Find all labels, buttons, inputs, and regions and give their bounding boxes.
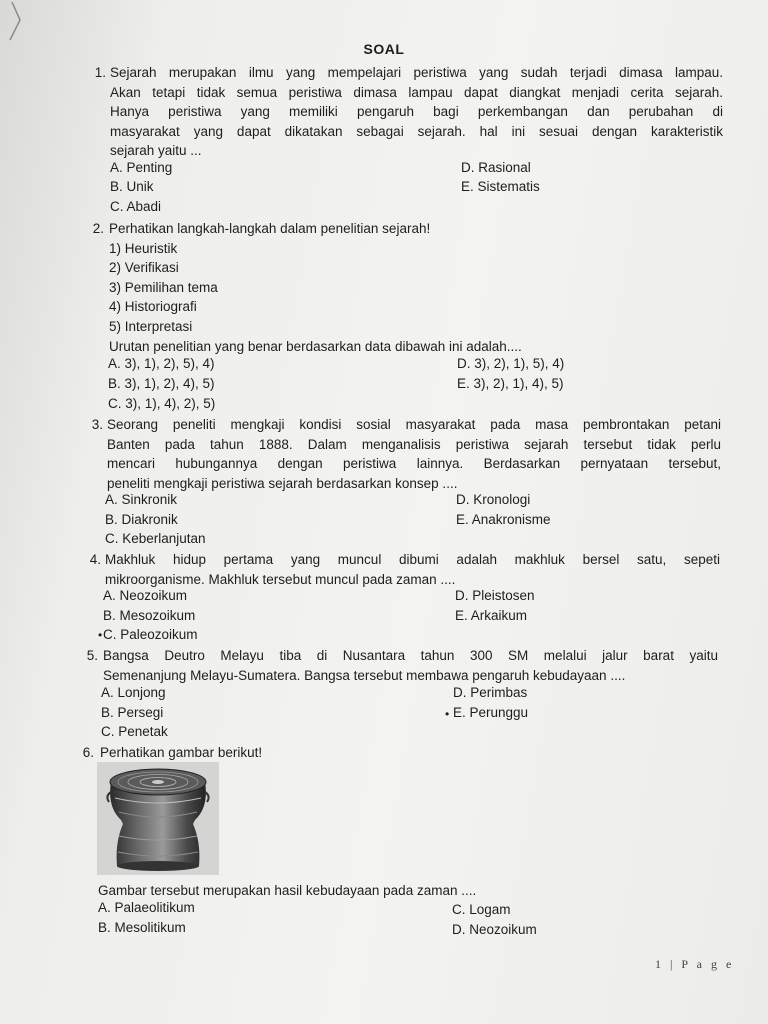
option-a: A. 3), 1), 2), 5), 4)	[108, 356, 215, 371]
option-b: B. Diakronik	[105, 512, 178, 527]
option-a: A. Neozoikum	[103, 588, 188, 603]
question-line: Gambar tersebut merupakan hasil kebudayaan pada zaman ....	[98, 883, 477, 898]
question-line: Bangsa Deutro Melayu tiba di Nusantara tahun 300 SM melalui jalur barat yaitu	[103, 648, 718, 663]
option-d: D. Perimbas	[453, 685, 528, 700]
step-item: 3) Pemilihan tema	[109, 279, 218, 295]
pencil-mark: •	[98, 628, 103, 642]
option-c: C. Keberlanjutan	[105, 531, 206, 546]
option-e: E. Perunggu	[453, 705, 529, 720]
question-line: Banten pada tahun 1888. Dalam menganalisis peristiwa sejarah tersebut tidak perlu	[107, 436, 721, 452]
option-c: C. Abadi	[110, 199, 162, 214]
option-d: D. Pleistosen	[455, 588, 535, 603]
question-number: 5.	[86, 648, 98, 663]
option-b: B. Mesolitikum	[98, 920, 186, 935]
option-a: A. Palaeolitikum	[98, 900, 195, 915]
pencil-mark: •	[445, 707, 450, 721]
option-c: C. Paleozoikum	[103, 627, 198, 642]
bronze-drum-illustration	[97, 762, 219, 875]
page-number-footer: 1 | P a g e	[655, 957, 735, 971]
option-e: E. 3), 2), 1), 4), 5)	[457, 376, 564, 391]
option-d: D. 3), 2), 1), 5), 4)	[457, 356, 565, 371]
question-text	[107, 415, 721, 493]
question-text	[103, 646, 718, 685]
question-line: Semenanjung Melayu-Sumatera. Bangsa tersebut membawa pengaruh kebudayaan ....	[103, 667, 626, 683]
option-c: C. Penetak	[101, 724, 168, 739]
step-item: 4) Historiografi	[109, 299, 197, 315]
option-b: B. Mesozoikum	[103, 608, 196, 623]
question-line: Hanya peristiwa yang memiliki pengaruh bagi perkembangan dan perubahan di	[110, 104, 723, 120]
step-item: 1) Heuristik	[109, 240, 178, 256]
question-line: Perhatikan gambar berikut!	[100, 745, 263, 760]
option-b: B. Persegi	[101, 705, 164, 720]
question-text	[109, 219, 722, 356]
option-a: A. Lonjong	[101, 685, 166, 700]
question-line: Seorang peneliti mengkaji kondisi sosial masyarakat pada masa pembrontakan petani	[107, 417, 721, 432]
option-a: A. Sinkronik	[105, 492, 178, 507]
step-item: 2) Verifikasi	[109, 260, 179, 276]
option-e: E. Arkaikum	[455, 608, 528, 623]
question-line: Urutan penelitian yang benar berdasarkan data dibawah ini adalah....	[109, 338, 522, 354]
question-line: Makhluk hidup pertama yang muncul dibumi adalah makhluk bersel satu, sepeti	[105, 552, 720, 567]
bronze-drum-image	[97, 762, 219, 875]
question-text	[105, 550, 720, 589]
question-line: mikroorganisme. Makhluk tersebut muncul pada zaman ....	[105, 571, 456, 587]
page-title: SOAL	[363, 41, 405, 57]
question-line: Akan tetapi tidak semua peristiwa dimasa lampau dapat diangkat menjadi cerita sejarah.	[110, 84, 723, 100]
option-d: D. Neozoikum	[452, 922, 537, 937]
option-c: C. Logam	[452, 902, 511, 917]
question-line: masyarakat yang dapat dikatakan sebagai sejarah. hal ini sesuai dengan karakteristik	[110, 123, 723, 139]
option-c: C. 3), 1), 4), 2), 5)	[108, 396, 216, 411]
question-line: mencari hubungannya dengan peristiwa lainnya. Berdasarkan pernyataan tersebut,	[107, 456, 721, 472]
question-line: Perhatikan langkah-langkah dalam penelitian sejarah!	[109, 221, 431, 236]
question-number: 2.	[92, 221, 104, 236]
option-b: B. 3), 1), 2), 4), 5)	[108, 376, 215, 391]
step-item: 5) Interpretasi	[109, 318, 193, 334]
question-text	[110, 63, 723, 161]
question-number: 1.	[94, 65, 106, 80]
question-line: Sejarah merupakan ilmu yang mempelajari peristiwa yang sudah terjadi dimasa lampau.	[110, 65, 723, 80]
question-number: 6.	[82, 745, 94, 760]
option-e: E. Sistematis	[461, 179, 540, 194]
question-text	[100, 743, 700, 763]
option-d: D. Kronologi	[456, 492, 531, 507]
question-line: sejarah yaitu ...	[110, 143, 202, 159]
option-a: A. Penting	[110, 160, 173, 175]
question-number: 4.	[89, 552, 101, 567]
question-number: 3.	[91, 417, 103, 432]
option-d: D. Rasional	[461, 160, 531, 175]
option-b: B. Unik	[110, 179, 154, 194]
option-e: E. Anakronisme	[456, 512, 551, 527]
question-line: peneliti mengkaji peristiwa sejarah berdasarkan konsep ....	[107, 475, 458, 491]
